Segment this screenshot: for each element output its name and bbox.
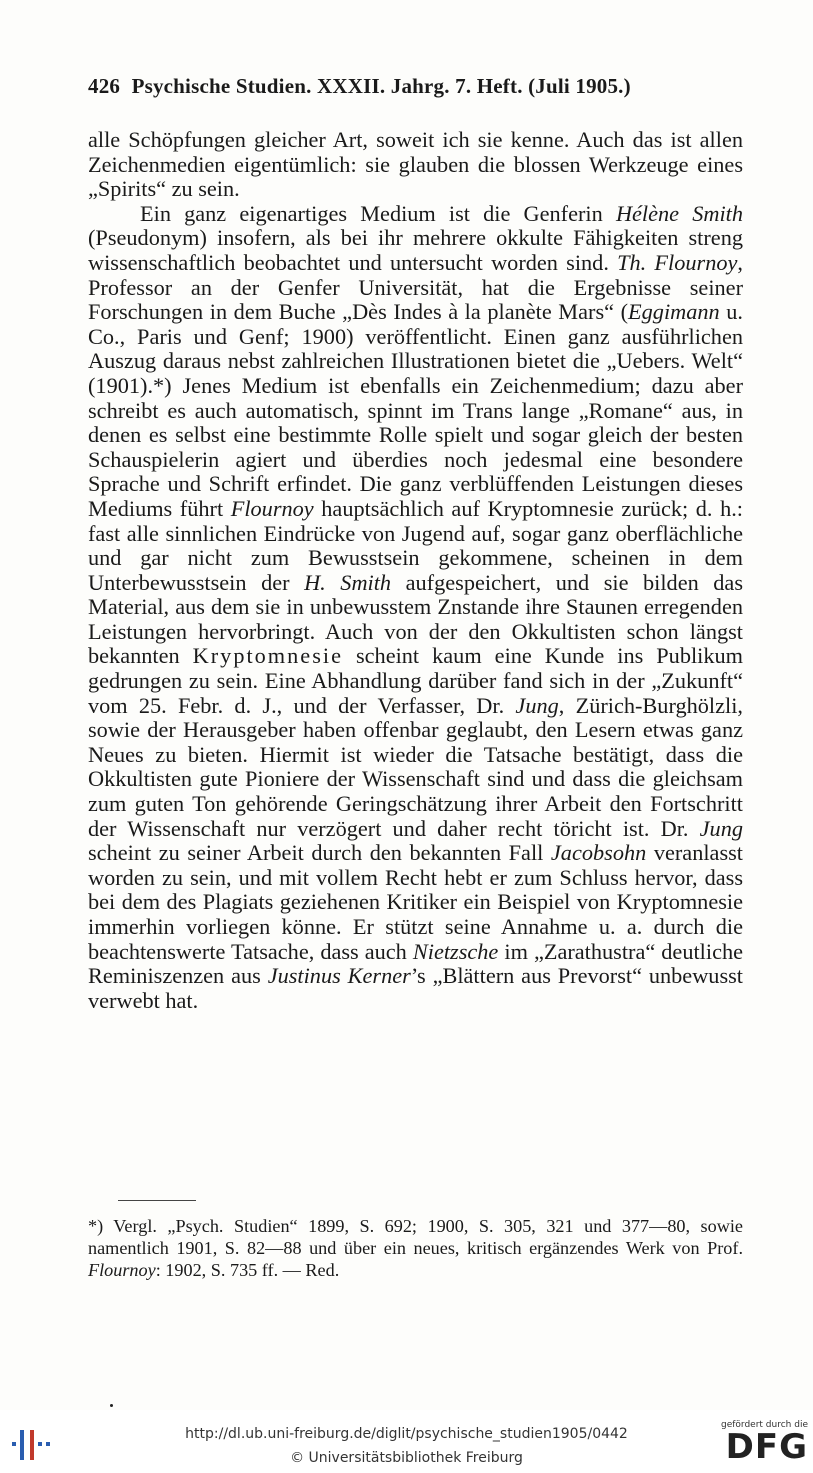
text-run: u. Co., Paris und Genf; 1900) veröffentlicht. Einen ganz ausführlichen Auszug daraus nebst zahlreichen Illustrationen bietet die „Uebers. Welt“ (1901).*) Jenes Medium ist ebenfalls ein Zeichenmedium; dazu aber schreibt es auch automatisch, spinnt im Trans lange „Romane“ aus, in denen es selbst eine bestimmte Rolle spielt und sogar gleich der besten Schauspielerin agiert und überdies noch jedesmal eine besondere Sprache und Schrift erfindet. Die ganz verblüffenden Leistungen dieses Mediums führt [88, 299, 744, 521]
running-header [88, 74, 728, 99]
footnote-rule [118, 1200, 196, 1201]
text-run: *) Vergl. „Psych. Studien“ 1899, S. 692; 1900, S. 305, 321 und 377—80, sowie namentlich 1901, S. 82—88 und über ein neues, kritisch ergänzendes Werk von Prof. [88, 1216, 743, 1258]
text-run: aufgespeichert, und sie bilden das Material, aus dem sie in unbewusstem Znstande ihre Staunen erregenden Leistungen hervorbringt. Auch von der den Okkultisten schon längst bekannten [88, 569, 744, 669]
dfg-logo [716, 1420, 808, 1468]
italic-name: Eggimann [628, 299, 720, 325]
text-run: veranlasst worden zu sein, und mit vollem Recht hebt er zum Schluss hervor, dass bei dem des Plagiats geziehenen Kritiker ein Beispiel von Kryptomnesie immerhin vorliegen könne. Er stützt seine Annahme u. a. durch die beachtenswerte Tatsache, dass auch [88, 840, 743, 964]
text-run: scheint kaum eine Kunde ins Publikum gedrungen zu sein. Eine Abhandlung darüber fand sich in der „Zukunft“ vom 25. Febr. d. J., und der Verfasser, Dr. [88, 643, 744, 718]
page-number: 426 [88, 74, 121, 98]
footnote [88, 1215, 743, 1281]
italic-name: H. Smith [304, 569, 392, 595]
text-run: ’s „Blättern aus Prevorst“ unbewusst verwebt hat. [88, 963, 743, 1013]
text-run: , Professor an der Genfer Universität, hat die Ergebnisse seiner Forschungen in dem Buche „Dès Indes à la planète Mars“ ( [88, 249, 743, 325]
text-run: Ein ganz eigenartiges Medium ist die Genferin [140, 200, 616, 226]
spaced-term: Kryptomnesie [192, 643, 343, 669]
italic-name: Hélène Smith [615, 200, 744, 226]
text-run: (Pseudonym) insofern, als bei ihr mehrere okkulte Fähigkeiten streng wissenschaftlich beobachtet und untersucht worden sind. [88, 225, 743, 275]
running-title: Psychische Studien. XXXII. Jahrg. 7. Heft. (Juli 1905.) [131, 74, 631, 98]
dfg-logo-text: DFG [725, 1427, 808, 1467]
text-run: scheint zu seiner Arbeit durch den bekannten Fall [88, 840, 551, 866]
text-run: im „Zarathustra“ deutliche Reminiszenzen aus [88, 938, 744, 989]
text-run: hauptsächlich auf Kryptomnesie zurück; d. h.: fast alle sinnlichen Eindrücke von Jugend auf, sogar ganz oberflächliche und gar nicht zum Bewusstsein gekommene, scheinen in dem Unterbewusstsein der [88, 495, 743, 595]
italic-name: Flournoy [230, 495, 314, 521]
footer-bar [0, 1414, 813, 1473]
stray-mark [110, 1404, 113, 1407]
paragraph-2 [88, 202, 743, 1014]
text-run: : 1902, S. 735 ff. — Red. [155, 1260, 340, 1280]
italic-name: Th. Flournoy [617, 249, 738, 275]
dfg-caption: gefördert durch die [721, 1420, 808, 1430]
italic-name: Nietzsche [412, 938, 499, 964]
main-text [88, 128, 743, 1013]
italic-name: Flournoy [88, 1260, 156, 1280]
italic-name: Jung [699, 815, 743, 841]
italic-name: Jung [515, 692, 559, 718]
text-run: , Zürich-Burghölzli, sowie der Herausgeber haben offenbar geglaubt, den Lesern etwas ganz Neues zu bieten. Hiermit ist wieder die Tatsache bestätigt, dass die Okkultisten gute Pioniere der Wissenschaft sind und dass die gleichsam zum guten Ton gehörende Geringschätzung ihrer Arbeit den Fortschritt der Wissenschaft nur verzögert und daher recht töricht ist. Dr. [88, 692, 743, 841]
paragraph-1: alle Schöpfungen gleicher Art, soweit ich sie kenne. Auch das ist allen Zeichenmedien eigentümlich: sie glauben die blossen Werkzeuge eines „Spirits“ zu sein. [88, 127, 743, 202]
italic-name: Justinus Kerner [267, 963, 411, 989]
copyright-notice: © Universitätsbibliothek Freiburg [290, 1450, 523, 1466]
source-url[interactable]: http://dl.ub.uni-freiburg.de/diglit/psychische_studien1905/0442 [185, 1426, 628, 1442]
italic-name: Jacobsohn [550, 840, 647, 866]
